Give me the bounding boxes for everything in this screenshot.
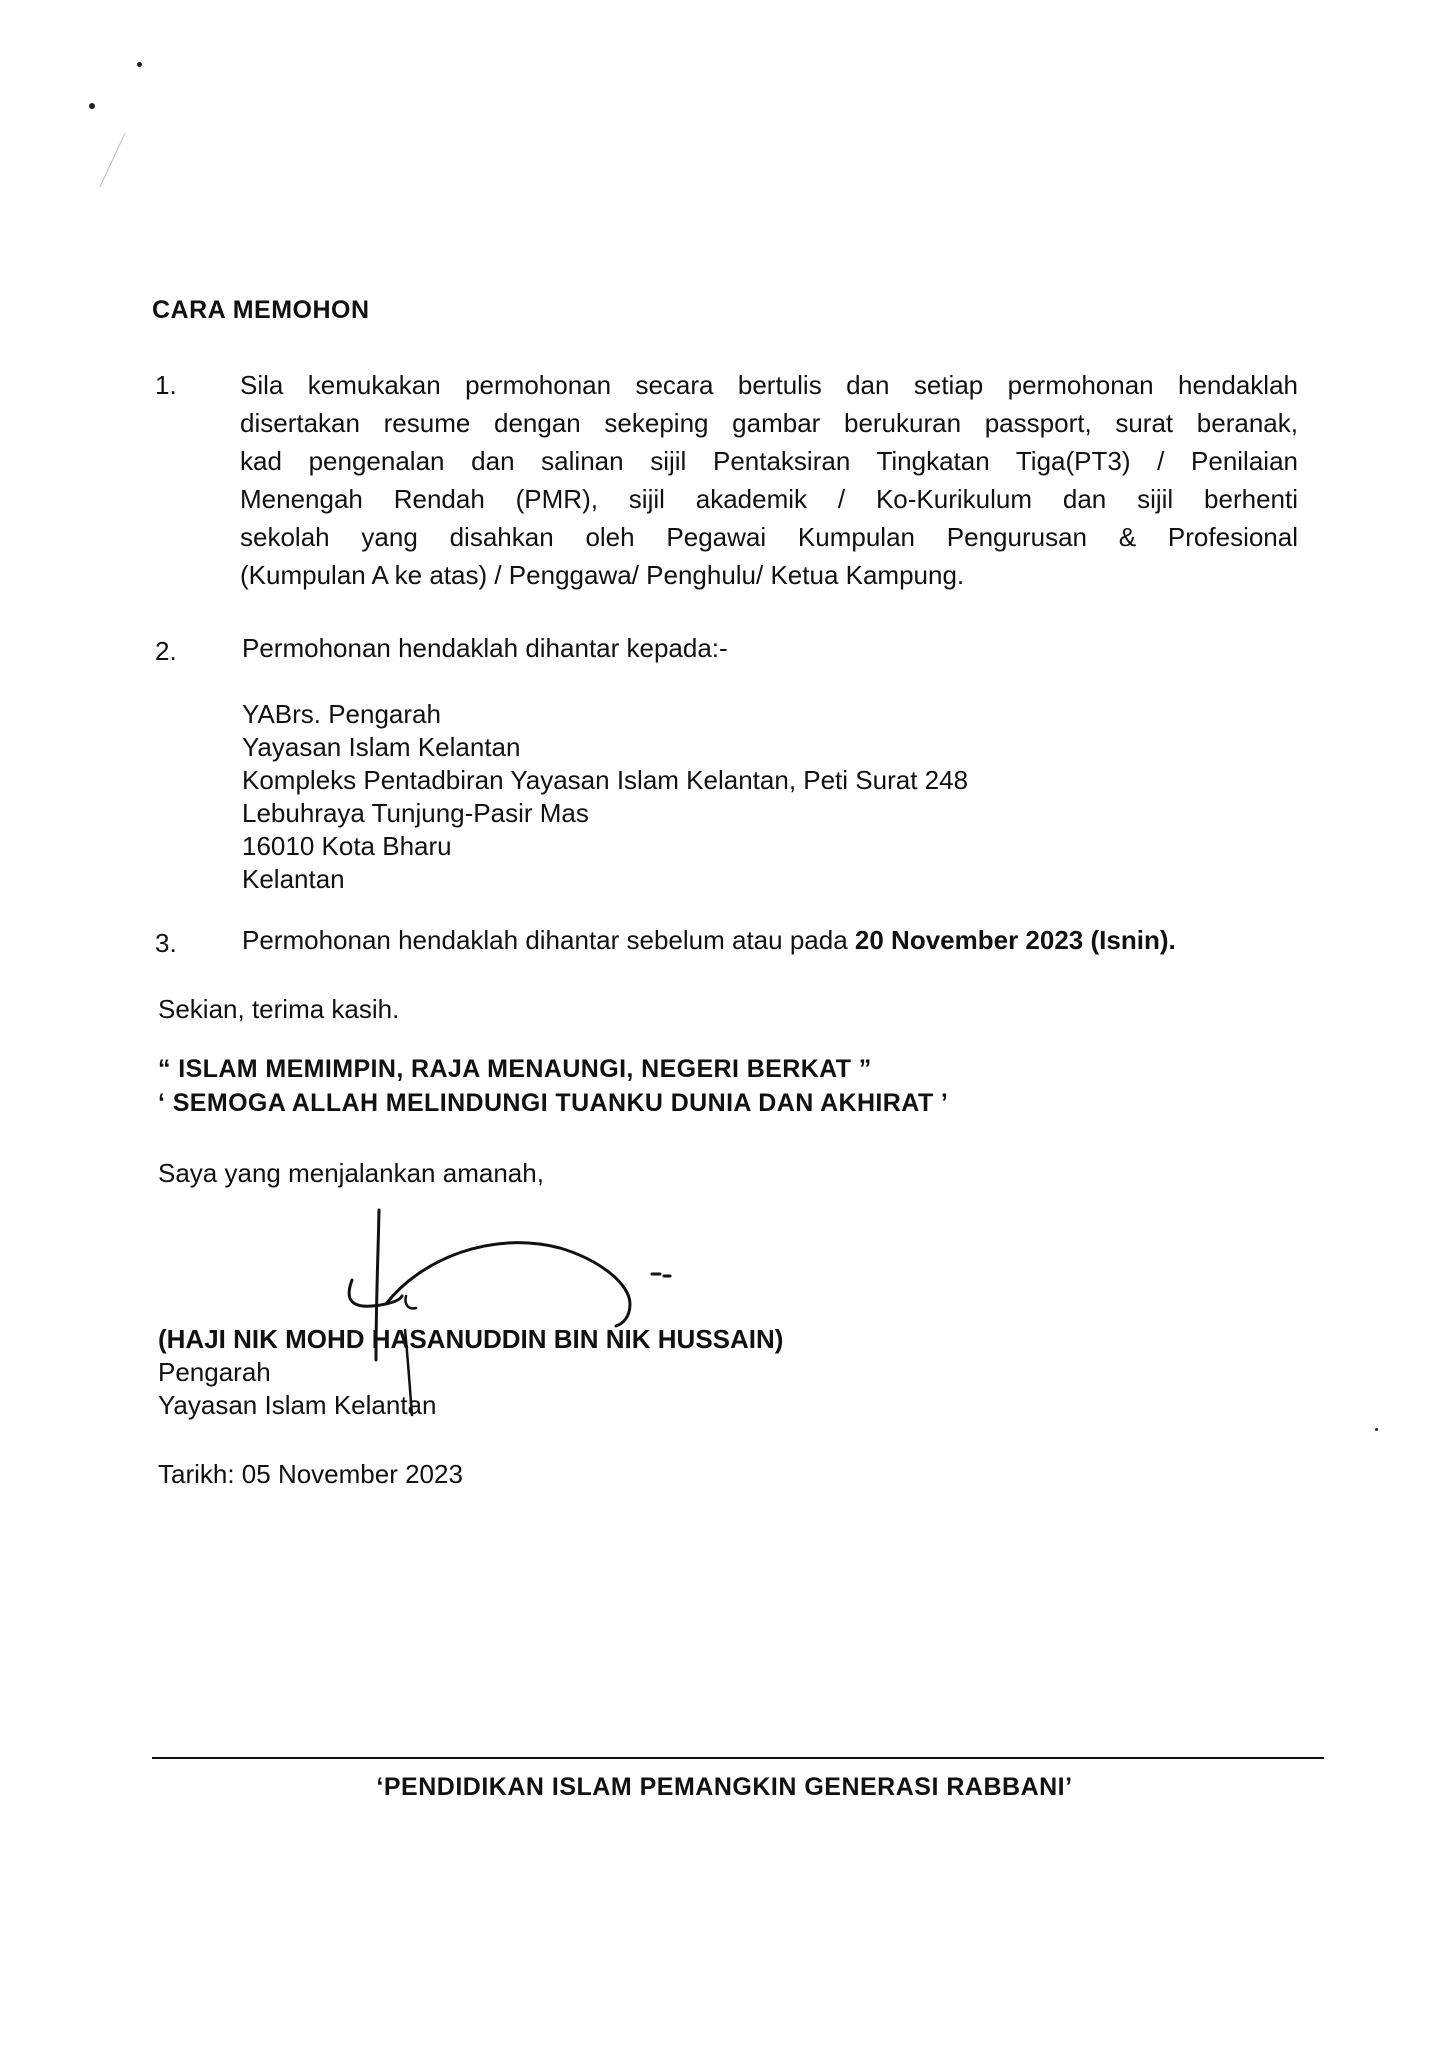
signer-title: Pengarah	[158, 1357, 271, 1387]
closing-text: Sekian, terima kasih.	[158, 994, 400, 1024]
address-line: 16010 Kota Bharu	[242, 831, 452, 861]
paragraph-line: Sila kemukakan permohonan secara bertulis dan setiap permohonan hendaklah	[240, 370, 1298, 400]
signer-block	[158, 1323, 783, 1422]
scan-speck	[137, 62, 142, 67]
sign-off-text: Saya yang menjalankan amanah,	[158, 1158, 544, 1188]
paragraph-line: (Kumpulan A ke atas) / Penggawa/ Penghulu/ Ketua Kampung.	[240, 560, 965, 590]
scan-speck	[89, 103, 95, 109]
footer-slogan: ‘PENDIDIKAN ISLAM PEMANGKIN GENERASI RABBANI’	[376, 1773, 1073, 1801]
scan-scratch	[99, 133, 125, 188]
item-2-text: Permohonan hendaklah dihantar kepada:-	[242, 633, 728, 663]
address-line: Yayasan Islam Kelantan	[242, 732, 521, 762]
signer-organization: Yayasan Islam Kelantan	[158, 1390, 437, 1420]
item-number: 2.	[155, 636, 177, 666]
item-1-paragraph	[240, 366, 1298, 594]
footer-divider	[152, 1757, 1324, 1759]
deadline-date: 20 November 2023 (Isnin).	[854, 925, 1176, 955]
paragraph-line: kad pengenalan dan salinan sijil Pentaksiran Tingkatan Tiga(PT3) / Penilaian	[240, 446, 1298, 476]
item-3-text	[242, 924, 1176, 957]
address-line: YABrs. Pengarah	[242, 699, 441, 729]
motto-line: ‘ SEMOGA ALLAH MELINDUNGI TUANKU DUNIA DAN AKHIRAT ’	[158, 1089, 949, 1117]
item-number: 3.	[155, 928, 177, 958]
motto-line: “ ISLAM MEMIMPIN, RAJA MENAUNGI, NEGERI BERKAT ”	[158, 1055, 872, 1083]
paragraph-line: disertakan resume dengan sekeping gambar berukuran passport, surat beranak,	[240, 408, 1298, 438]
item-number: 1.	[155, 370, 177, 400]
address-line: Kompleks Pentadbiran Yayasan Islam Kelantan, Peti Surat 248	[242, 765, 969, 795]
scan-speck	[1375, 1428, 1378, 1431]
item-3-text-regular: Permohonan hendaklah dihantar sebelum atau pada	[242, 925, 855, 955]
address-line: Lebuhraya Tunjung-Pasir Mas	[242, 798, 589, 828]
paragraph-line: sekolah yang disahkan oleh Pegawai Kumpulan Pengurusan & Profesional	[240, 522, 1298, 552]
signer-name: (HAJI NIK MOHD HASANUDDIN BIN NIK HUSSAIN)	[158, 1324, 784, 1354]
section-heading: CARA MEMOHON	[152, 296, 370, 324]
recipient-address	[242, 698, 968, 896]
address-line: Kelantan	[242, 864, 345, 894]
letter-date: Tarikh: 05 November 2023	[158, 1459, 463, 1489]
paragraph-line: Menengah Rendah (PMR), sijil akademik / Ko-Kurikulum dan sijil berhenti	[240, 484, 1298, 514]
